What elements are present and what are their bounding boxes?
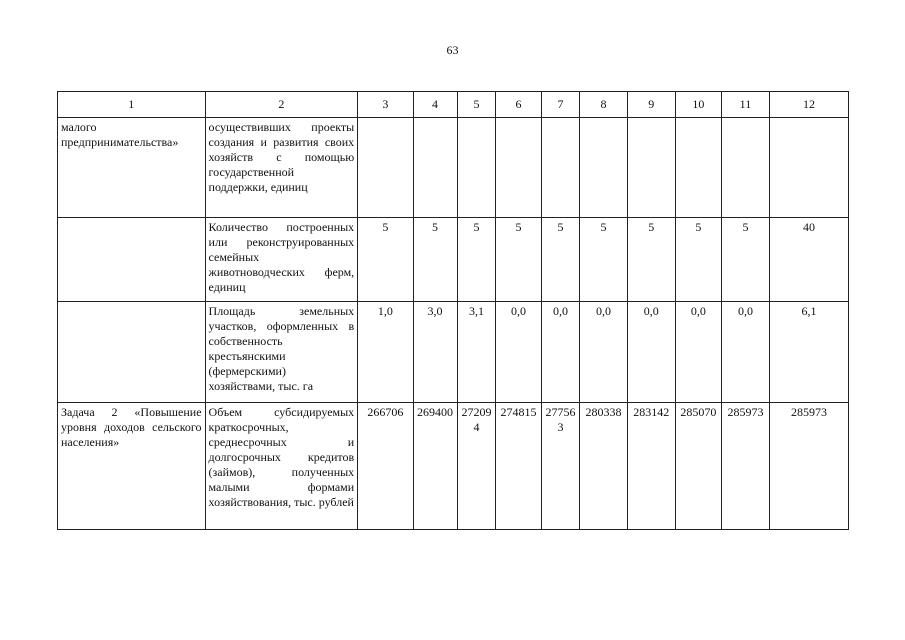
- value-cell: [457, 403, 496, 530]
- value-cell: 5: [627, 218, 675, 302]
- value-cell: 0,0: [721, 302, 769, 403]
- value-cell: [541, 118, 580, 218]
- value-cell: 285973: [770, 403, 849, 530]
- value-cell: 3,1: [457, 302, 496, 403]
- value-cell: 274815: [496, 403, 541, 530]
- value-cell: 5: [413, 218, 457, 302]
- table-row: [58, 403, 849, 530]
- indicator-cell: Количество построенных или реконструированных семейных животноводческих ферм, единиц: [205, 218, 358, 302]
- column-header: 1: [58, 92, 206, 118]
- value-cell: [457, 118, 496, 218]
- value-cell: [413, 118, 457, 218]
- value-cell: 283142: [627, 403, 675, 530]
- indicator-cell: Площадь земельных участков, оформленных в собственность крестьянскими (фермерскими) хозяйствами, тыс. га: [205, 302, 358, 403]
- table-row: [58, 218, 849, 302]
- value-cell: [496, 118, 541, 218]
- page-number: 63: [446, 43, 459, 57]
- value-cell: 285070: [675, 403, 721, 530]
- table-row: [58, 118, 849, 218]
- indicators-table: [57, 91, 849, 530]
- value-cell: 5: [580, 218, 627, 302]
- value-cell: 280338: [580, 403, 627, 530]
- column-header: 4: [413, 92, 457, 118]
- value-cell: 5: [675, 218, 721, 302]
- column-header: 10: [675, 92, 721, 118]
- column-header: 11: [721, 92, 769, 118]
- value-cell: 5: [496, 218, 541, 302]
- column-header: 2: [205, 92, 358, 118]
- indicator-cell: осуществивших проекты создания и развития своих хозяйств с помощью государственной поддержки, единиц: [205, 118, 358, 218]
- value-cell: 3,0: [413, 302, 457, 403]
- value-cell: 6,1: [770, 302, 849, 403]
- indicator-cell: Объем субсидируемых краткосрочных, среднесрочных и долгосрочных кредитов (займов), полученных малыми формами хозяйствования, тыс. рублей: [205, 403, 358, 530]
- value-cell: [580, 118, 627, 218]
- column-header: 8: [580, 92, 627, 118]
- value-cell: 0,0: [496, 302, 541, 403]
- table-row: [58, 302, 849, 403]
- value-cell: 0,0: [541, 302, 580, 403]
- value-cell: 269400: [413, 403, 457, 530]
- value-cell: 0,0: [580, 302, 627, 403]
- task-cell: [58, 302, 206, 403]
- value-cell: [675, 118, 721, 218]
- value-cell: 1,0: [358, 302, 413, 403]
- value-cell: 0,0: [675, 302, 721, 403]
- value-cell: [721, 118, 769, 218]
- value-cell: 5: [457, 218, 496, 302]
- value-cell: [541, 403, 580, 530]
- task-cell: [58, 218, 206, 302]
- column-header: 7: [541, 92, 580, 118]
- column-header: 3: [358, 92, 413, 118]
- value-cell: 285973: [721, 403, 769, 530]
- column-header: 5: [457, 92, 496, 118]
- value-cell: 5: [541, 218, 580, 302]
- value-cell: 40: [770, 218, 849, 302]
- value-cell: [770, 118, 849, 218]
- table-header-row: [58, 92, 849, 118]
- column-header: 12: [770, 92, 849, 118]
- column-header: 9: [627, 92, 675, 118]
- value-cell: [627, 118, 675, 218]
- task-cell: малого предпринимательства»: [58, 118, 206, 218]
- value-cell: 266706: [358, 403, 413, 530]
- value-cell: [358, 118, 413, 218]
- value-text: 277563: [545, 405, 576, 434]
- column-header: 6: [496, 92, 541, 118]
- value-text: 272094: [461, 405, 492, 434]
- value-cell: 5: [358, 218, 413, 302]
- value-cell: 5: [721, 218, 769, 302]
- value-cell: 0,0: [627, 302, 675, 403]
- task-cell: Задача 2 «Повышение уровня доходов сельского населения»: [58, 403, 206, 530]
